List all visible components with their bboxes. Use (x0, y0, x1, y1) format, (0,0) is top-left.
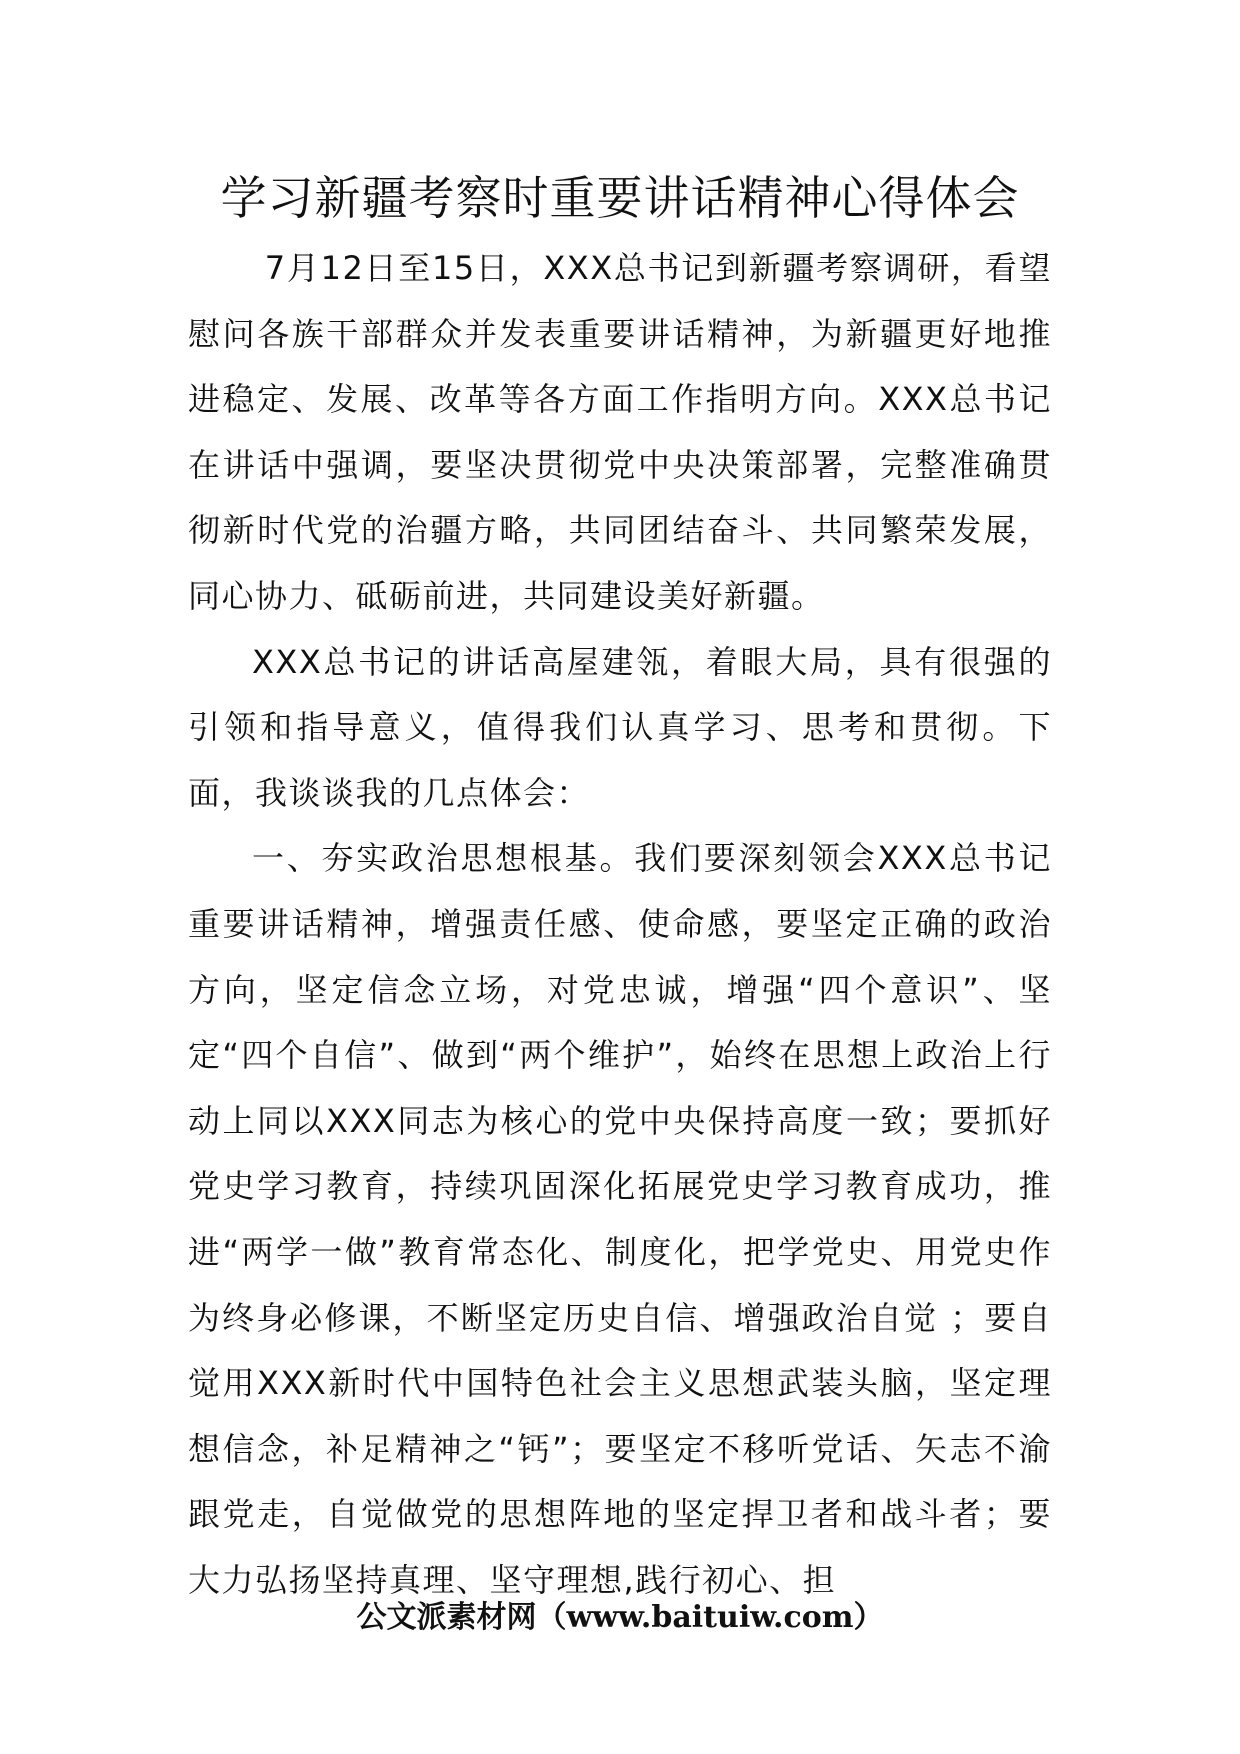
paragraph-1: 7月12日至15日，XXX总书记到新疆考察调研，看望慰问各族干部群众并发表重要讲话精神，为新疆更好地推进稳定、发展、改革等各方面工作指明方向。XXX总书记在讲话中强调，要坚决贯彻党中央决策部署，完整准确贯彻新时代党的治疆方略，共同团结奋斗、共同繁荣发展，同心协力、砥砺前进，共同建设美好新疆。 (188, 249, 1052, 615)
paragraph-2: XXX总书记的讲话高屋建瓴，着眼大局，具有很强的引领和指导意义，值得我们认真学习、思考和贯彻。下面，我谈谈我的几点体会： (188, 642, 1052, 812)
footer-watermark: 公文派素材网（www.baituiw.com） (356, 1600, 884, 1635)
document-body (188, 236, 1052, 1613)
paragraph-3: 一、夯实政治思想根基。我们要深刻领会XXX总书记重要讲话精神，增强责任感、使命感，要坚定正确的政治方向，坚定信念立场，对党忠诚，增强“四个意识”、坚定“四个自信”、做到“两个维护”，始终在思想上政治上行动上同以XXX同志为核心的党中央保持高度一致；要抓好党史学习教育，持续巩固深化拓展党史学习教育成功，推进“两学一做”教育常态化、制度化，把学党史、用党史作为终身必修课，不断坚定历史自信、增强政治自觉 ；要自觉用XXX新时代中国特色社会主义思想武装头脑，坚定理想信念，补足精神之“钙”；要坚定不移听党话、矢志不渝跟党走，自觉做党的思想阵地的坚定捍卫者和战斗者；要大力弘扬坚持真理、坚守理想,践行初心、担 (188, 839, 1052, 1599)
document-title: 学习新疆考察时重要讲话精神心得体会 (220, 171, 1020, 225)
